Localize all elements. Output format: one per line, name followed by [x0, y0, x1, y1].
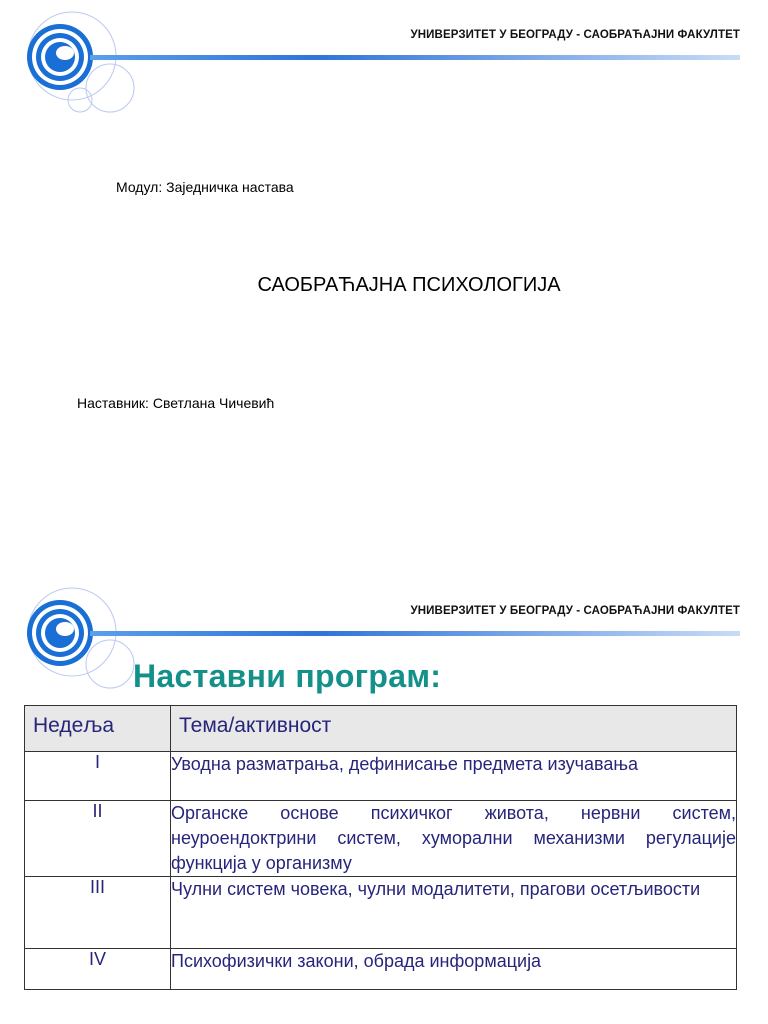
- table-row: [25, 949, 737, 990]
- column-header-week: Недеља: [25, 706, 171, 752]
- week-cell: I: [25, 752, 171, 801]
- topic-cell: Психофизички закони, обрада информација: [171, 949, 737, 990]
- university-name: УНИВЕРЗИТЕТ У БЕОГРАДУ - САОБРАЋАЈНИ ФАКУЛТЕТ: [410, 605, 740, 617]
- program-slide: [0, 576, 768, 1024]
- week-cell: IV: [25, 949, 171, 990]
- course-title: САОБРАЋАЈНА ПСИХОЛОГИЈА: [257, 274, 561, 296]
- program-title: Наставни програм:: [133, 658, 442, 694]
- week-cell: III: [25, 877, 171, 949]
- module-label: Модул: Заједничка настава: [116, 179, 294, 195]
- university-logo-icon: [10, 8, 140, 118]
- table-row: [25, 877, 737, 949]
- topic-cell: Уводна разматрања, дефинисање предмета изучавања: [171, 752, 737, 801]
- header-divider: [90, 55, 740, 60]
- topic-cell: Органске основе психичког живота, нервни систем, неуроендоктрини систем, хуморални механизми регулације функција у организму: [171, 801, 737, 877]
- university-name: УНИВЕРЗИТЕТ У БЕОГРАДУ - САОБРАЋАЈНИ ФАКУЛТЕТ: [410, 29, 740, 41]
- university-logo-icon: [10, 584, 140, 694]
- table-row: [25, 801, 737, 877]
- column-header-topic: Тема/активност: [171, 706, 737, 752]
- teacher-label: Наставник: Светлана Чичевић: [77, 395, 275, 411]
- header-divider: [90, 631, 740, 636]
- table-row: [25, 752, 737, 801]
- table-header-row: [25, 706, 737, 752]
- topic-cell: Чулни систем човека, чулни модалитети, прагови осетљивости: [171, 877, 737, 949]
- week-cell: II: [25, 801, 171, 877]
- program-table: [24, 705, 737, 990]
